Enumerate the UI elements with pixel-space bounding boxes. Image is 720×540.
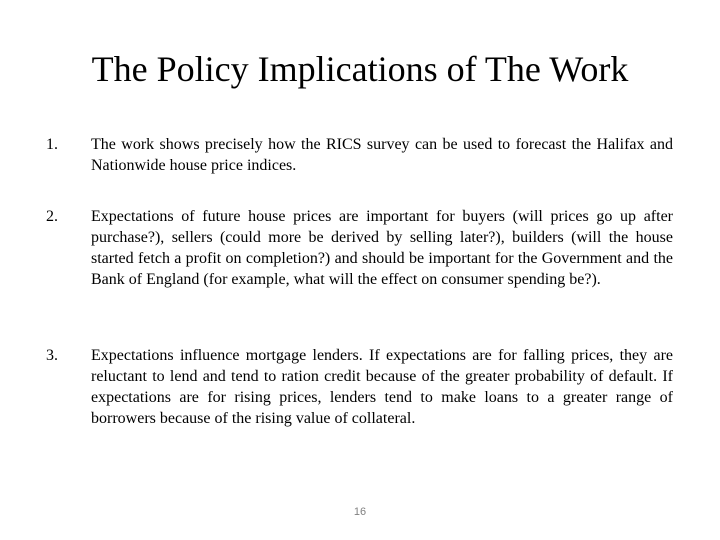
- item-text: Expectations influence mortgage lenders. If expectations are for falling prices, they are reluctant to lend and tend to ration credit because of the greater probability of default. If expectations are for rising prices, lenders tend to make loans to a greater range of borrowers because of the rising value of collateral.: [91, 347, 673, 427]
- item-text: Expectations of future house prices are important for buyers (will prices go up after purchase?), sellers (could more be derived by selling later?), builders (will the house started fetch a profit on completion?) and should be important for the Government and the Bank of England (for example, what will the effect on consumer spending be?).: [91, 208, 673, 288]
- item-number: 3.: [46, 347, 58, 364]
- item-number: 1.: [46, 136, 58, 153]
- slide-title: The Policy Implications of The Work: [91, 49, 629, 89]
- item-text: The work shows precisely how the RICS survey can be used to forecast the Halifax and Nationwide house price indices.: [91, 136, 673, 174]
- page-number: 16: [353, 506, 367, 518]
- item-number: 2.: [46, 208, 58, 225]
